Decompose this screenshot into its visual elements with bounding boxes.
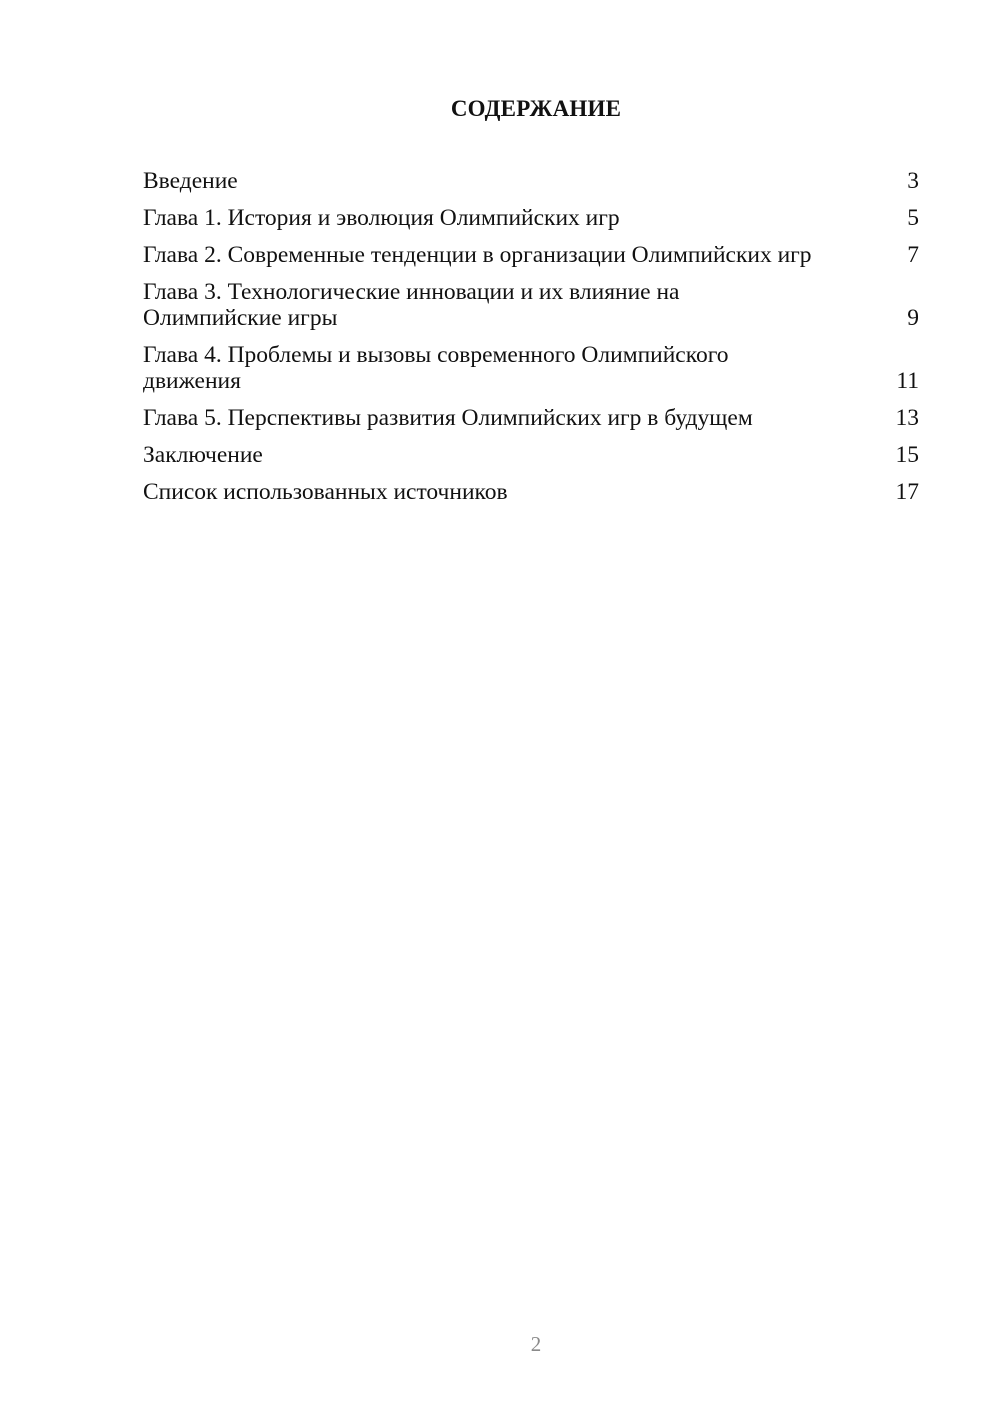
toc-entry-references: [143, 479, 919, 505]
toc-entry-title: Глава 2. Современные тенденции в организации Олимпийских игр: [143, 242, 812, 268]
toc-entry-page: 3: [907, 168, 919, 194]
toc-entry-title: Список использованных источников: [143, 479, 508, 505]
toc-entry-page: 15: [895, 442, 919, 468]
toc-entry-chapter-3: [143, 279, 919, 331]
toc-entry-title: Введение: [143, 168, 238, 194]
toc-entry-chapter-2: [143, 242, 919, 268]
toc-entry-page: 11: [896, 368, 919, 394]
toc-entry-title: Глава 4. Проблемы и вызовы современного Олимпийского движения: [143, 342, 729, 394]
toc-entry-page: 9: [907, 305, 919, 331]
toc-entry-page: 13: [895, 405, 919, 431]
toc-entry-page: 5: [907, 205, 919, 231]
toc-entry-chapter-1: [143, 205, 919, 231]
toc-entry-title: Глава 5. Перспективы развития Олимпийских игр в будущем: [143, 405, 753, 431]
toc-entry-title: Заключение: [143, 442, 263, 468]
toc-entry-introduction: [143, 168, 919, 194]
toc-entry-chapter-4: [143, 342, 919, 394]
page-number: 2: [530, 1332, 542, 1356]
page-title: СОДЕРЖАНИЕ: [450, 96, 622, 121]
toc-entry-chapter-5: [143, 405, 919, 431]
toc-entry-title: Глава 1. История и эволюция Олимпийских игр: [143, 205, 620, 231]
toc-entry-page: 7: [907, 242, 919, 268]
table-of-contents: [143, 168, 919, 516]
toc-entry-conclusion: [143, 442, 919, 468]
toc-entry-title: Глава 3. Технологические инновации и их влияние на Олимпийские игры: [143, 279, 680, 331]
toc-entry-page: 17: [895, 479, 919, 505]
